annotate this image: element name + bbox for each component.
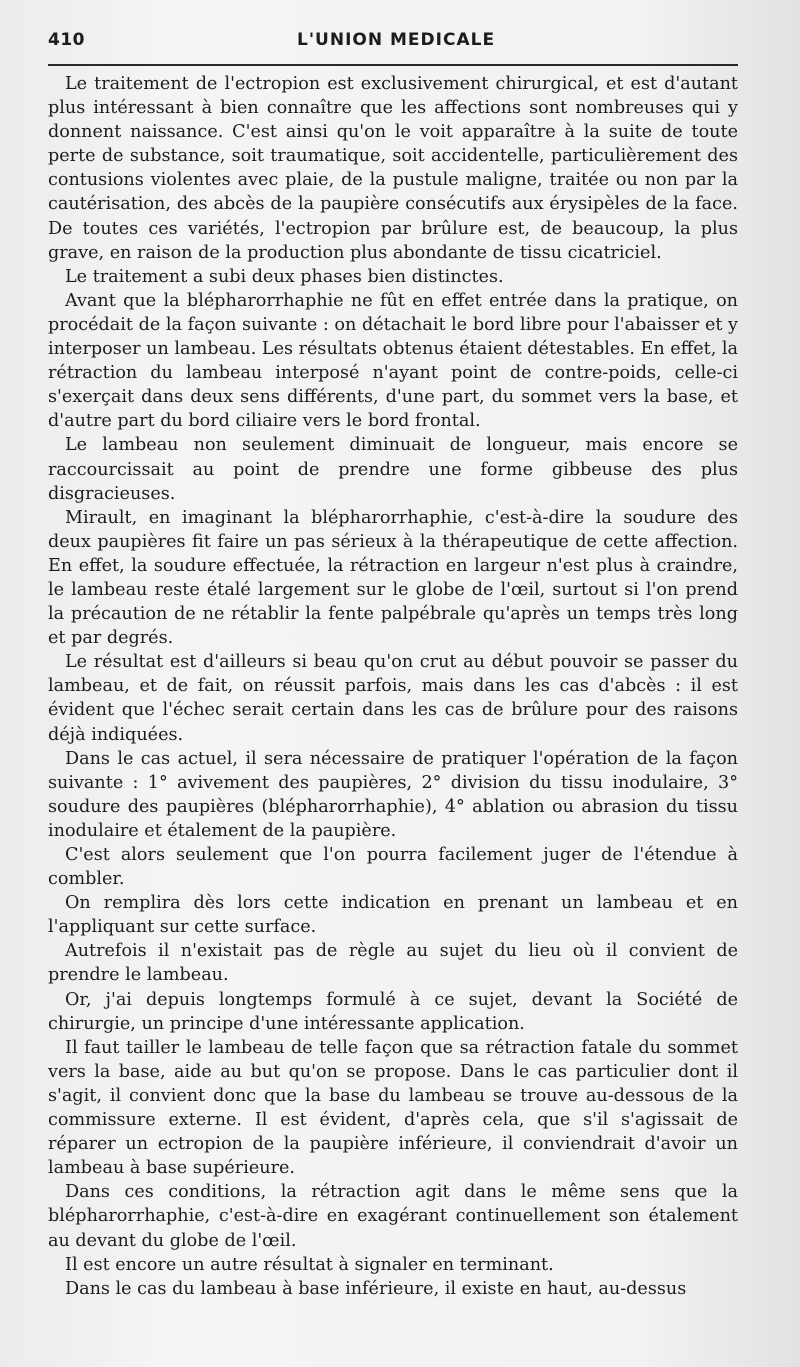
page-number: 410 [48,30,85,50]
paragraph: Il faut tailler le lambeau de telle façon que sa rétraction fatale du sommet vers la base, aide au but qu'on se propose. Dans le cas particulier dont il s'agit, il convient donc que la base du lambeau se trouve au-dessous de la commissure externe. Il est évident, d'après cela, que s'il s'agissait de réparer un ectropion de la paupière inférieure, il conviendrait d'avoir un lambeau à base supérieure. [48,1037,738,1179]
running-title: L'UNION MEDICALE [297,30,496,50]
page-header [48,30,752,58]
paragraph: Avant que la blépharorrhaphie ne fût en effet entrée dans la pratique, on procédait de la façon suivante : on détachait le bord libre pour l'abaisser et y interposer un lambeau. Les résultats obtenus étaient détestables. En effet, la rétraction du lambeau interposé n'ayant point de contre-poids, celle-ci s'exerçait dans deux sens différents, d'une part, du sommet vers la base, et d'autre part du bord ciliaire vers le bord frontal. [48,290,739,432]
paragraph: Dans ces conditions, la rétraction agit dans le même sens que la blépharorrhaphie, c'est-à-dire en exagérant continuellement son étalement au devant du globe de l'œil. [48,1182,738,1251]
body-text [48,72,738,1301]
header-rule [48,64,738,66]
paragraph: Autrefois il n'existait pas de règle au sujet du lieu où il convient de prendre le lambeau. [48,941,738,986]
paragraph: Le traitement de l'ectropion est exclusivement chirurgical, et est d'autant plus intéressant à bien connaître que les affections sont nombreuses qui y donnent naissance. C'est ainsi qu'on le voit apparaître à la suite de toute perte de substance, soit traumatique, soit accidentelle, particulièrement des contusions violentes avec plaie, de la pustule maligne, traitée ou non par la cautérisation, des abcès de la paupière consécutifs aux érysipèles de la face. De toutes ces variétés, l'ectropion par brûlure est, de beaucoup, la plus grave, en raison de la production plus abondante de tissu cicatriciel. [48,74,738,263]
paragraph: On remplira dès lors cette indication en prenant un lambeau et en l'appliquant sur cette surface. [48,893,738,938]
paragraph: Mirault, en imaginant la blépharorrhaphie, c'est-à-dire la soudure des deux paupières fit faire un pas sérieux à la thérapeutique de cette affection. En effet, la soudure effectuée, la rétraction en largeur n'est plus à craindre, le lambeau reste étalé largement sur le globe de l'œil, surtout si l'on prend la précaution de ne rétablir la fente palpébrale qu'après un temps très long et par degrés. [48,507,738,649]
paragraph: Le lambeau non seulement diminuait de longueur, mais encore se raccourcissait au point de prendre une forme gibbeuse des plus disgracieuses. [48,435,738,504]
paragraph: Dans le cas du lambeau à base inférieure, il existe en haut, au-dessus [65,1278,687,1299]
paragraph: C'est alors seulement que l'on pourra facilement juger de l'étendue à combler. [48,845,738,890]
paragraph: Or, j'ai depuis longtemps formulé à ce sujet, devant la Société de chirurgie, un principe d'une intéressante application. [48,989,738,1034]
paragraph: Le résultat est d'ailleurs si beau qu'on crut au début pouvoir se passer du lambeau, et de fait, on réussit parfois, mais dans les cas d'abcès : il est évident que l'échec serait certain dans les cas de brûlure pour des raisons déjà indiquées. [48,652,738,745]
paragraph: Dans le cas actuel, il sera nécessaire de pratiquer l'opération de la façon suivante : 1° avivement des paupières, 2° division du tissu inodulaire, 3° soudure des paupières (blépharorrhaphie), 4° ablation ou abrasion du tissu inodulaire et étalement de la paupière. [48,748,738,841]
paragraph: Il est encore un autre résultat à signaler en terminant. [65,1254,554,1275]
paragraph: Le traitement a subi deux phases bien distinctes. [65,266,504,287]
